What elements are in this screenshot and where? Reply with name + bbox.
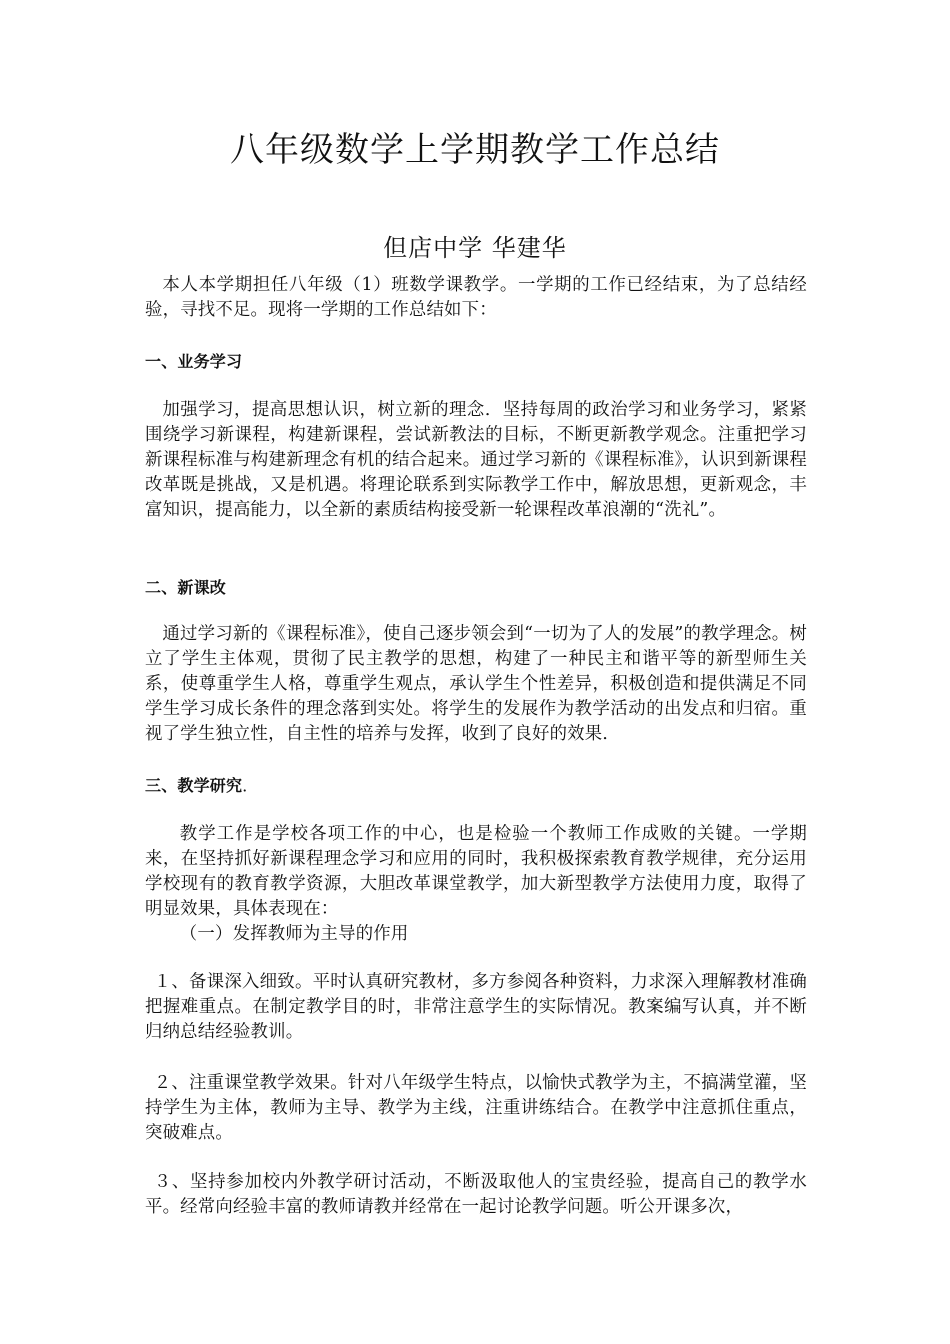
document-title: 八年级数学上学期教学工作总结 xyxy=(230,130,720,170)
intro-paragraph xyxy=(145,273,807,323)
item-3-text: ３、坚持参加校内外教学研讨活动，不断汲取他人的宝贵经验，提高自己的教学水平。经常向经验丰富的教师请教并经常在一起讨论教学问题。听公开课多次， xyxy=(145,1172,807,1217)
list-item xyxy=(145,970,807,1045)
list-item xyxy=(145,1071,807,1146)
section-1-text: 加强学习，提高思想认识，树立新的理念．坚持每周的政治学习和业务学习，紧紧围绕学习新课程，构建新课程，尝试新教法的目标，不断更新教学观念。注重把学习新课程标准与构建新理念有机的结合起来。通过学习新的《课程标准》，认识到新课程改革既是挑战，又是机遇。将理论联系到实际教学工作中，解放思想，更新观念，丰富知识，提高能力，以全新的素质结构接受新一轮课程改革浪潮的“洗礼”。 xyxy=(145,400,807,520)
list-item xyxy=(145,1170,807,1220)
item-1-text: １、备课深入细致。平时认真研究教材，多方参阅各种资料，力求深入理解教材准确把握难重点。在制定教学目的时，非常注意学生的实际情况。教案编写认真，并不断归纳总结经验教训。 xyxy=(145,972,807,1042)
section-2-paragraph xyxy=(145,622,807,747)
section-heading-3-text: 三、教学研究 xyxy=(145,776,243,795)
section-3-subheading: （一）发挥教师为主导的作用 xyxy=(179,924,409,944)
section-2-text: 通过学习新的《课程标准》，使自己逐步领会到“一切为了人的发展”的教学理念。树立了学生主体观，贯彻了民主教学的思想，构建了一种民主和谐平等的新型师生关系，使尊重学生人格，尊重学生观点，承认学生个性差异，积极创造和提供满足不同学生学习成长条件的理念落到实处。将学生的发展作为教学活动的出发点和归宿。重视了学生独立性，自主性的培养与发挥，收到了良好的效果． xyxy=(145,624,807,744)
intro-text: 本人本学期担任八年级（1）班数学课教学。一学期的工作已经结束，为了总结经验，寻找不足。现将一学期的工作总结如下： xyxy=(145,275,807,320)
section-heading-3-suffix: ． xyxy=(242,776,259,795)
item-2-text: ２、注重课堂教学效果。针对八年级学生特点，以愉快式教学为主，不搞满堂灌，坚持学生为主体，教师为主导、教学为主线，注重讲练结合。在教学中注意抓住重点，突破难点。 xyxy=(145,1073,807,1143)
section-3-text: 教学工作是学校各项工作的中心，也是检验一个教师工作成败的关键。一学期来，在坚持抓好新课程理念学习和应用的同时，我积极探索教育教学规律，充分运用学校现有的教育教学资源，大胆改革课堂教学，加大新型教学方法使用力度，取得了明显效果，具体表现在： xyxy=(145,824,807,919)
section-heading-3 xyxy=(145,773,807,798)
document-author: 但店中学 华建华 xyxy=(383,234,567,262)
section-3-paragraph xyxy=(145,822,807,947)
section-1-paragraph xyxy=(145,398,807,523)
section-heading-2: 二、新课改 xyxy=(145,578,227,597)
section-heading-1: 一、业务学习 xyxy=(145,352,243,371)
